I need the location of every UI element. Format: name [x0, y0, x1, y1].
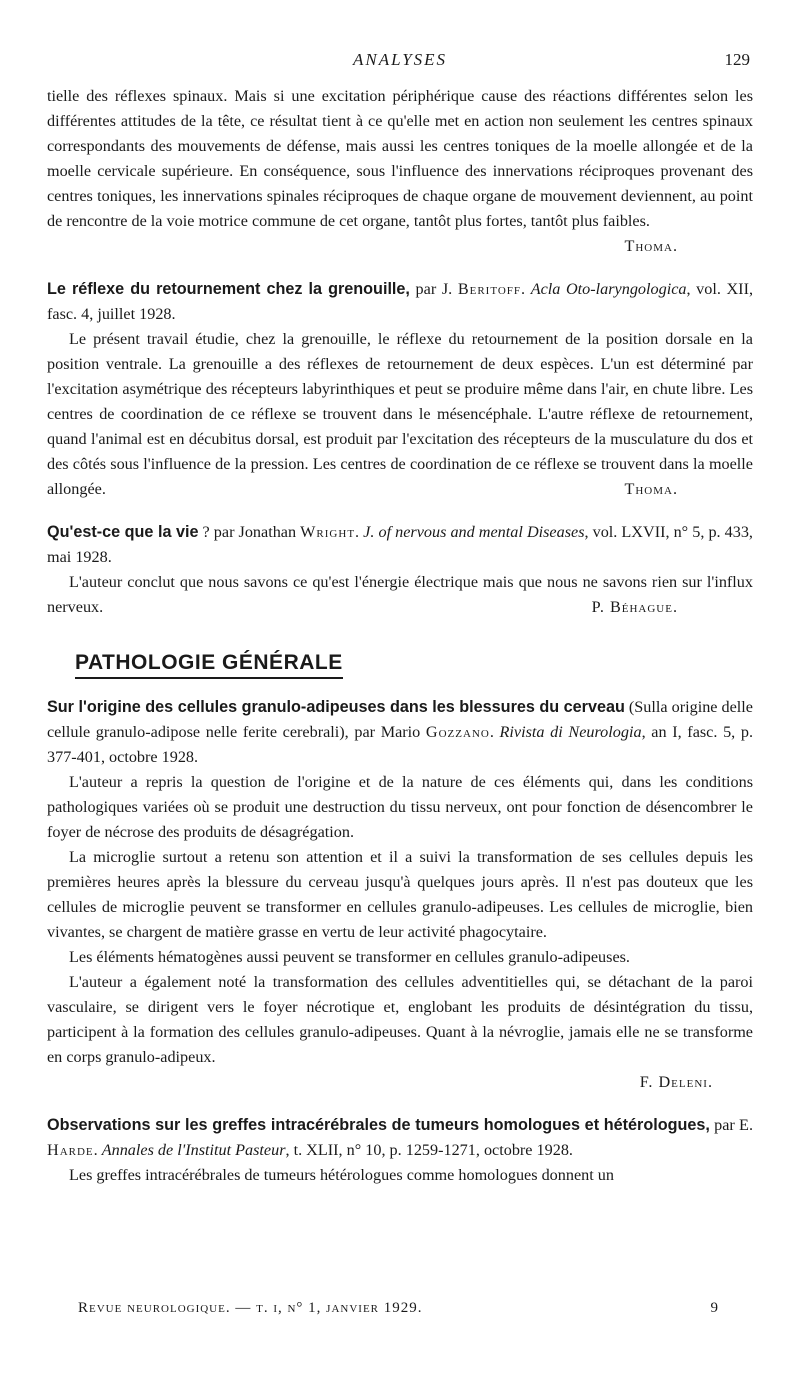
signature-thoma-2: Thoma.	[624, 480, 678, 498]
continuation-text: tielle des réflexes spinaux. Mais si une excitation périphérique cause des réactions différentes selon les différentes attitudes de la tête, ce résultat tient à ce qu'elle met en action non seulement les centres spinaux correspondants des mouvements de défense, mais aussi les centres toniques de la moelle allongée et de la moelle cervicale supérieure. En conséquence, sous l'influence des innervations réciproques provenant des centres toniques, les innervations spinales réciproques de chaque organe de mouvement deviennent, au point de rencontre de la voie motrice commune de cet organe, tantôt plus fortes, tantôt plus faibles.	[47, 87, 753, 230]
entry-heading-vie	[47, 520, 753, 570]
entry-heading-granulo	[47, 695, 753, 770]
entry-title: Qu'est-ce que la vie	[47, 523, 199, 541]
entry-title: Sur l'origine des cellules granulo-adipeuses dans les blessures du cerveau	[47, 698, 625, 716]
entry-heading-retournement	[47, 277, 753, 327]
entry-paragraph-2: La microglie surtout a retenu son attention et il a suivi la transformation de ses cellules depuis les premières heures après la blessure du cerveau jusqu'à quelques jours après. Il n'est pas douteux que les cellules de microglie peuvent se transformer en cellules granulo-adipeuses. Les cellules de microglie, bien vivantes, se chargent de matière grasse en vertu de leur activité phagocytaire.	[47, 848, 753, 941]
entry-sep: .	[355, 523, 364, 541]
entry-title: Le réflexe du retournement chez la grenouille,	[47, 280, 410, 298]
entry-author: Wright	[300, 523, 356, 541]
article-body	[47, 84, 753, 1188]
entry-body-text: Le présent travail étudie, chez la grenouille, le réflexe du retournement de la position dorsale en la position ventrale. La grenouille a des réflexes de retournement de deux espèces. L'un est déterminé par l'excitation asymétrique des récepteurs labyrinthiques et peut se produire même dans l'air, en chute libre. Les centres de coordination de ce réflexe se trouvent dans le mésencéphale. L'autre réflexe de retournement, quand l'animal est en décubitus dorsal, est produit par l'excitation des récepteurs de la musculature du dos et des côtés sous l'influence de la pression. Les centres de coordination de ce réflexe se trouvent dans la moelle allongée.	[47, 330, 753, 498]
entry-body-greffes: Les greffes intracérébrales de tumeurs hétérologues comme homologues donnent un	[69, 1166, 614, 1184]
entry-paragraph-1: L'auteur a repris la question de l'origine et de la nature de ces éléments qui, dans les conditions pathologiques variées où se produit une destruction du tissu nerveux, ont pour fonction de désencombrer le foyer de nécrose des produits de désagrégation.	[47, 773, 753, 841]
entry-author: Gozzano	[425, 723, 490, 741]
entry-author: Harde	[47, 1141, 94, 1159]
entry-citation	[47, 277, 753, 327]
entry-by: par E.	[709, 1116, 753, 1134]
footer-journal-line: Revue neurologique. — t. i, n° 1, janvier 1929.	[78, 1300, 423, 1316]
entry-journal: Acla Oto-laryngologica	[530, 280, 687, 298]
entry-citation	[47, 1113, 753, 1163]
entry-sep: .	[521, 280, 531, 298]
entry-sep: .	[489, 723, 500, 741]
running-head	[0, 50, 800, 72]
footer-signature-mark: 9	[710, 1300, 718, 1316]
entry-journal: J. of nervous and mental Diseases	[363, 523, 585, 541]
entry-body-text: L'auteur conclut que nous savons ce qu'est l'énergie électrique mais que nous ne savons rien sur l'influx nerveux.	[47, 573, 753, 616]
page-number: 129	[724, 50, 750, 69]
entry-body-retournement	[47, 327, 753, 502]
signature-thoma-1: Thoma.	[624, 237, 678, 255]
entry-details: , vol. XII, fasc. 4, juillet 1928.	[47, 280, 754, 323]
running-title: ANALYSES	[352, 50, 448, 69]
entry-by: par J.	[409, 280, 458, 298]
entry-heading-greffes	[47, 1113, 753, 1163]
entry-details: , vol. LXVII, n° 5, p. 433, mai 1928.	[47, 523, 753, 566]
entry-paragraph-4: L'auteur a également noté la transformation des cellules adventitielles qui, se détachant de la paroi vasculaire, se dirigent vers le foyer nécrotique et, englobant les produits de désintégration du tissu, participent à la formation des cellules granulo-adipeuses. Quant à la névroglie, jamais elle ne se transforme en corps granulo-adipeux.	[47, 973, 753, 1066]
entry-paragraph-3: Les éléments hématogènes aussi peuvent se transformer en cellules granulo-adipeuses.	[69, 948, 630, 966]
entry-by: ? par Jonathan	[198, 523, 301, 541]
entry-title: Observations sur les greffes intracérébrales de tumeurs homologues et hétérologues,	[47, 1116, 710, 1134]
entry-author: Beritoff	[457, 280, 522, 298]
entry-body-vie	[47, 570, 753, 620]
entry-citation	[47, 520, 753, 570]
entry-details: , an I, fasc. 5, p. 377-401, octobre 1928.	[47, 723, 754, 766]
signature-behague: P. Béhague.	[591, 598, 678, 616]
entry-journal: Annales de l'Institut Pasteur	[101, 1141, 286, 1159]
signature-deleni: F. Deleni.	[639, 1073, 713, 1091]
entry-details: , t. XLII, n° 10, p. 1259-1271, octobre 1928.	[285, 1141, 573, 1159]
section-heading: PATHOLOGIE GÉNÉRALE	[75, 650, 343, 679]
entry-journal: Rivista di Neurologia	[499, 723, 642, 741]
page-footer	[78, 1300, 718, 1322]
entry-sep: .	[93, 1141, 102, 1159]
entry-citation	[47, 695, 753, 770]
continuation-paragraph	[47, 84, 753, 259]
entry-subtitle: (Sulla origine delle cellule granulo-adipose nelle ferite cerebrali), par Mario	[47, 698, 753, 741]
